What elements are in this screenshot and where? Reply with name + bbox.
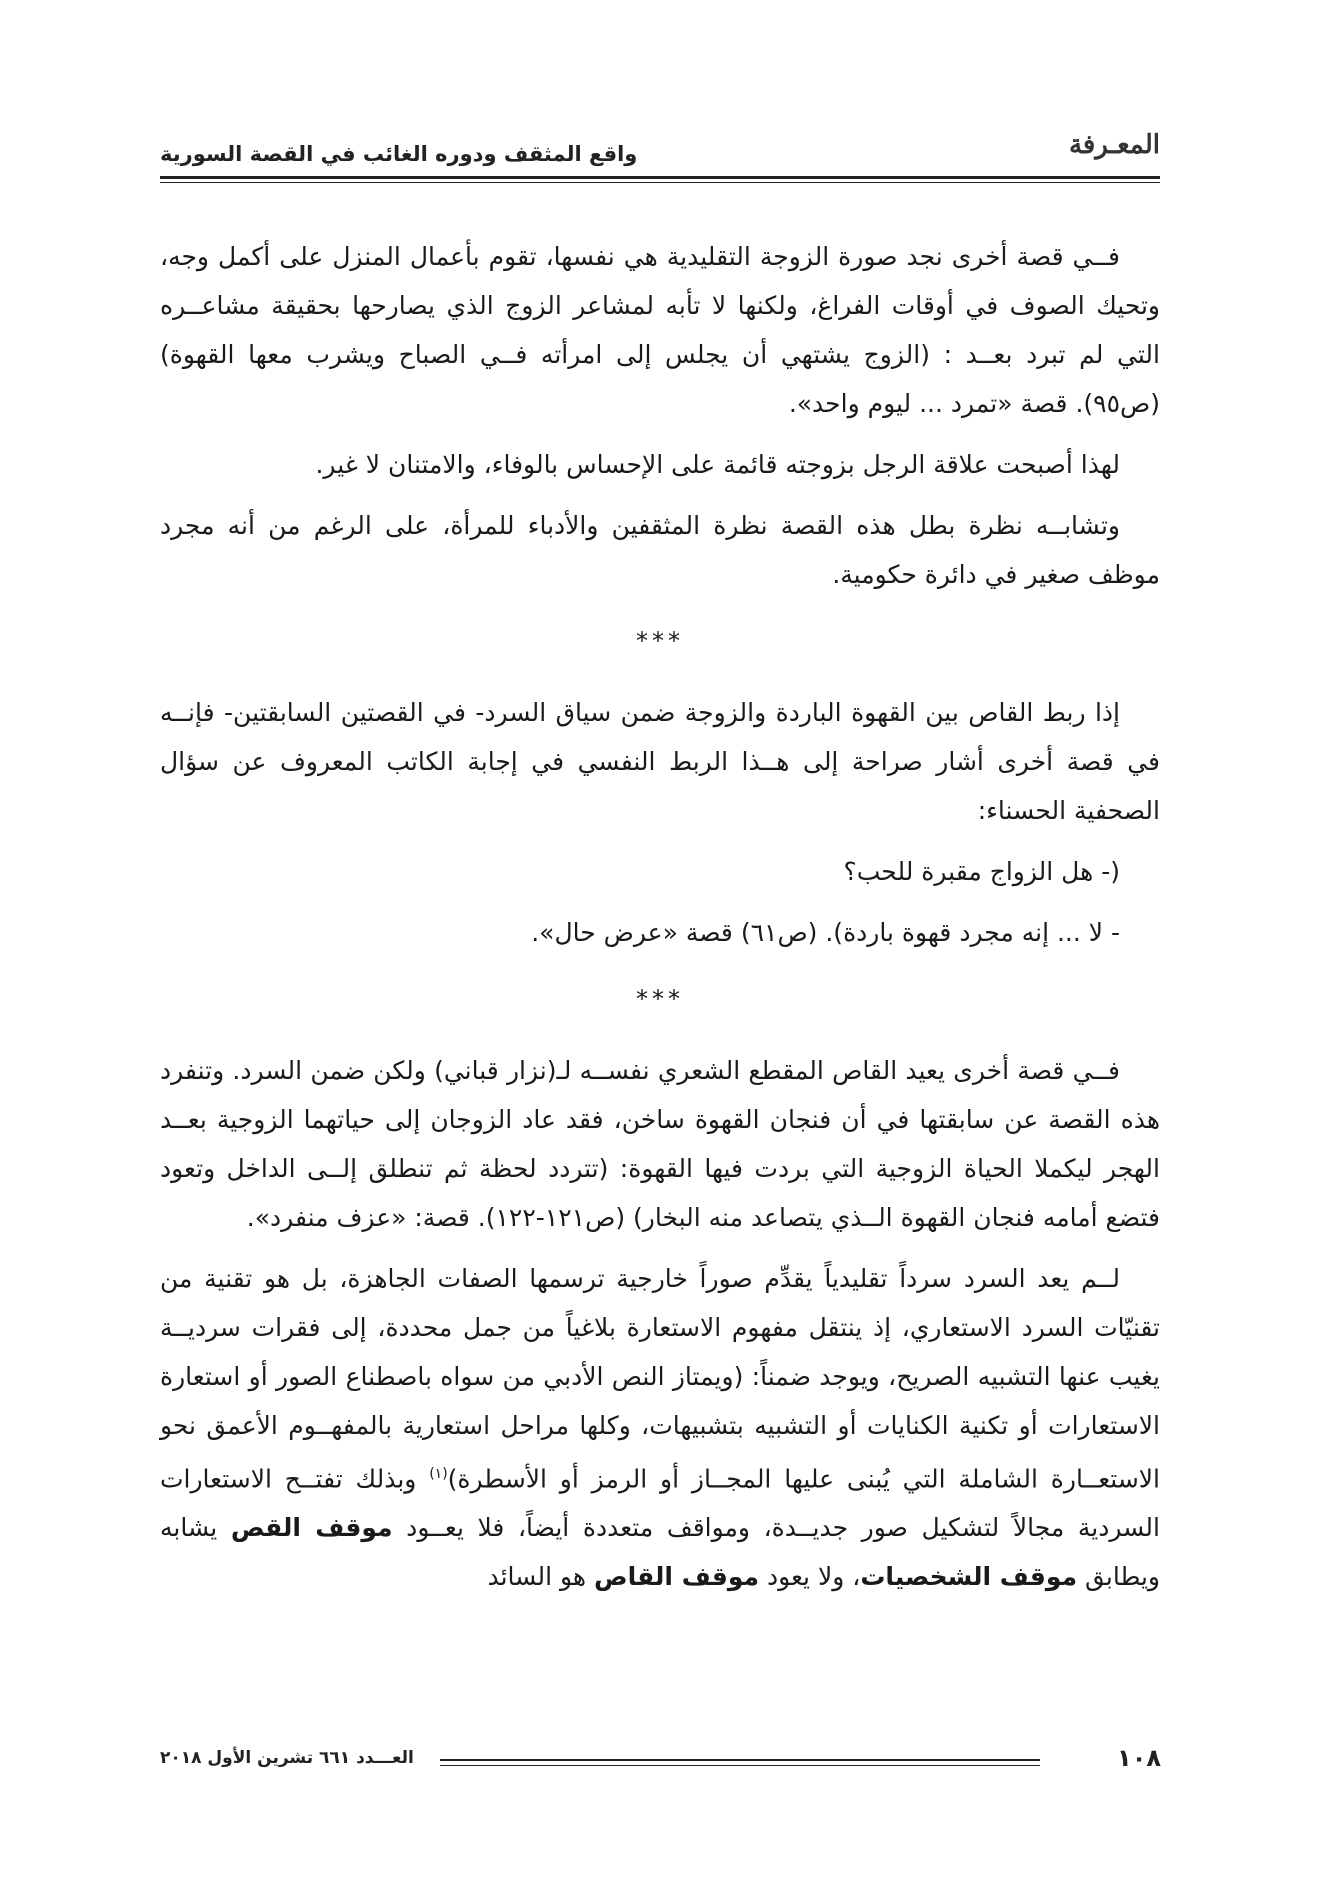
header-divider-thin xyxy=(160,182,1160,183)
footer-divider-thin xyxy=(440,1765,1040,1766)
footer-divider xyxy=(440,1759,1040,1761)
paragraph-text: لــم يعد السرد سرداً تقليدياً يقدِّم صوراً خارجية ترسمها الصفات الجاهزة، بل هو تقنية من تقنيّات السرد الاستعاري، إذ ينتقل مفهوم الاستعارة بلاغياً من جمل محددة، إلى فقرات سرديــة يغيب عنها التشبيه الصريح، ويوجد ضمناً: (ويمتاز النص الأدبي من سواه باصطناع الصور أو استعارة الاستعارات أو تكنية الكنايات أو التشبيه بتشبيهات، وكلها مراحل استعارية بالمفهــوم الأعمق نحو الاستعــارة الشاملة التي يُبنى عليها المجــاز أو الرمز أو الأسطرة) xyxy=(160,1264,1160,1494)
paragraph: إذا ربط القاص بين القهوة الباردة والزوجة ضمن سياق السرد- في القصتين السابقتين- فإنــه في قصة أخرى أشار صراحة إلى هــذا الربط النفسي في إجابة الكاتب المعروف عن سؤال الصحفية الحسناء: xyxy=(160,698,1160,825)
issue-label: العـــدد ٦٦١ تشرين الأول ٢٠١٨ xyxy=(160,1748,414,1768)
paragraph: فــي قصة أخرى يعيد القاص المقطع الشعري نفســه لـ(نزار قباني) ولكن ضمن السرد. وتنفرد هذه القصة عن سابقتها في أن فنجان القهوة ساخن، فقد عاد الزوجان إلى حياتهما الزوجية بعــد الهجر ليكملا الحياة الزوجية التي بردت فيها القهوة: (تتردد لحظة ثم تنطلق إلــى الداخل وتعود فتضع أمامه فنجان القهوة الــذي يتصاعد منه البخار) (ص١٢١-١٢٢). قصة: «عزف منفرد». xyxy=(160,1056,1160,1232)
page-number: ١٠٨ xyxy=(1117,1744,1161,1772)
section-separator: *** xyxy=(636,627,684,655)
dialogue-line: (- هل الزواج مقبرة للحب؟ xyxy=(843,857,1120,886)
footnote-marker: (١) xyxy=(429,1466,448,1482)
article-body xyxy=(160,232,1160,1613)
bold-term: موقف الشخصيات xyxy=(860,1562,1078,1592)
paragraph-text: يشابه ويطابق xyxy=(160,1513,1160,1592)
paragraph xyxy=(160,1254,1160,1601)
bold-term: موقف القص xyxy=(230,1513,393,1543)
article-title: واقع المثقف ودوره الغائب في القصة السورية xyxy=(160,142,638,166)
bold-term: موقف القاص xyxy=(594,1562,759,1592)
paragraph: لهذا أصبحت علاقة الرجل بزوجته قائمة على الإحساس بالوفاء، والامتنان لا غير. xyxy=(315,450,1120,479)
section-separator: *** xyxy=(636,985,684,1013)
paragraph-text: هو السائد xyxy=(487,1562,595,1592)
paragraph-text: وبذلك تفتــح الاستعارات السردية مجالاً لتشكيل صور جديــدة، ومواقف متعددة أيضاً، فلا يعــود xyxy=(160,1464,1160,1543)
dialogue-line: - لا ... إنه مجرد قهوة باردة). (ص٦١) قصة «عرض حال». xyxy=(531,918,1120,947)
paragraph: وتشابــه نظرة بطل هذه القصة نظرة المثقفين والأدباء للمرأة، على الرغم من أنه مجرد موظف صغير في دائرة حكومية. xyxy=(160,511,1160,589)
page-header xyxy=(160,128,1160,178)
header-divider xyxy=(160,176,1160,179)
paragraph-text: ، ولا يعود xyxy=(759,1562,861,1592)
magazine-logo: المعـرفة xyxy=(1068,130,1160,160)
paragraph: فــي قصة أخرى نجد صورة الزوجة التقليدية هي نفسها، تقوم بأعمال المنزل على أكمل وجه، وتحيك الصوف في أوقات الفراغ، ولكنها لا تأبه لمشاعر الزوج الذي يصارحها بحقيقة مشاعــره التي لم تبرد بعــد : (الزوج يشتهي أن يجلس إلى امرأته فــي الصباح ويشرب معها القهوة) (ص٩٥). قصة «تمرد ... ليوم واحد». xyxy=(160,242,1160,418)
